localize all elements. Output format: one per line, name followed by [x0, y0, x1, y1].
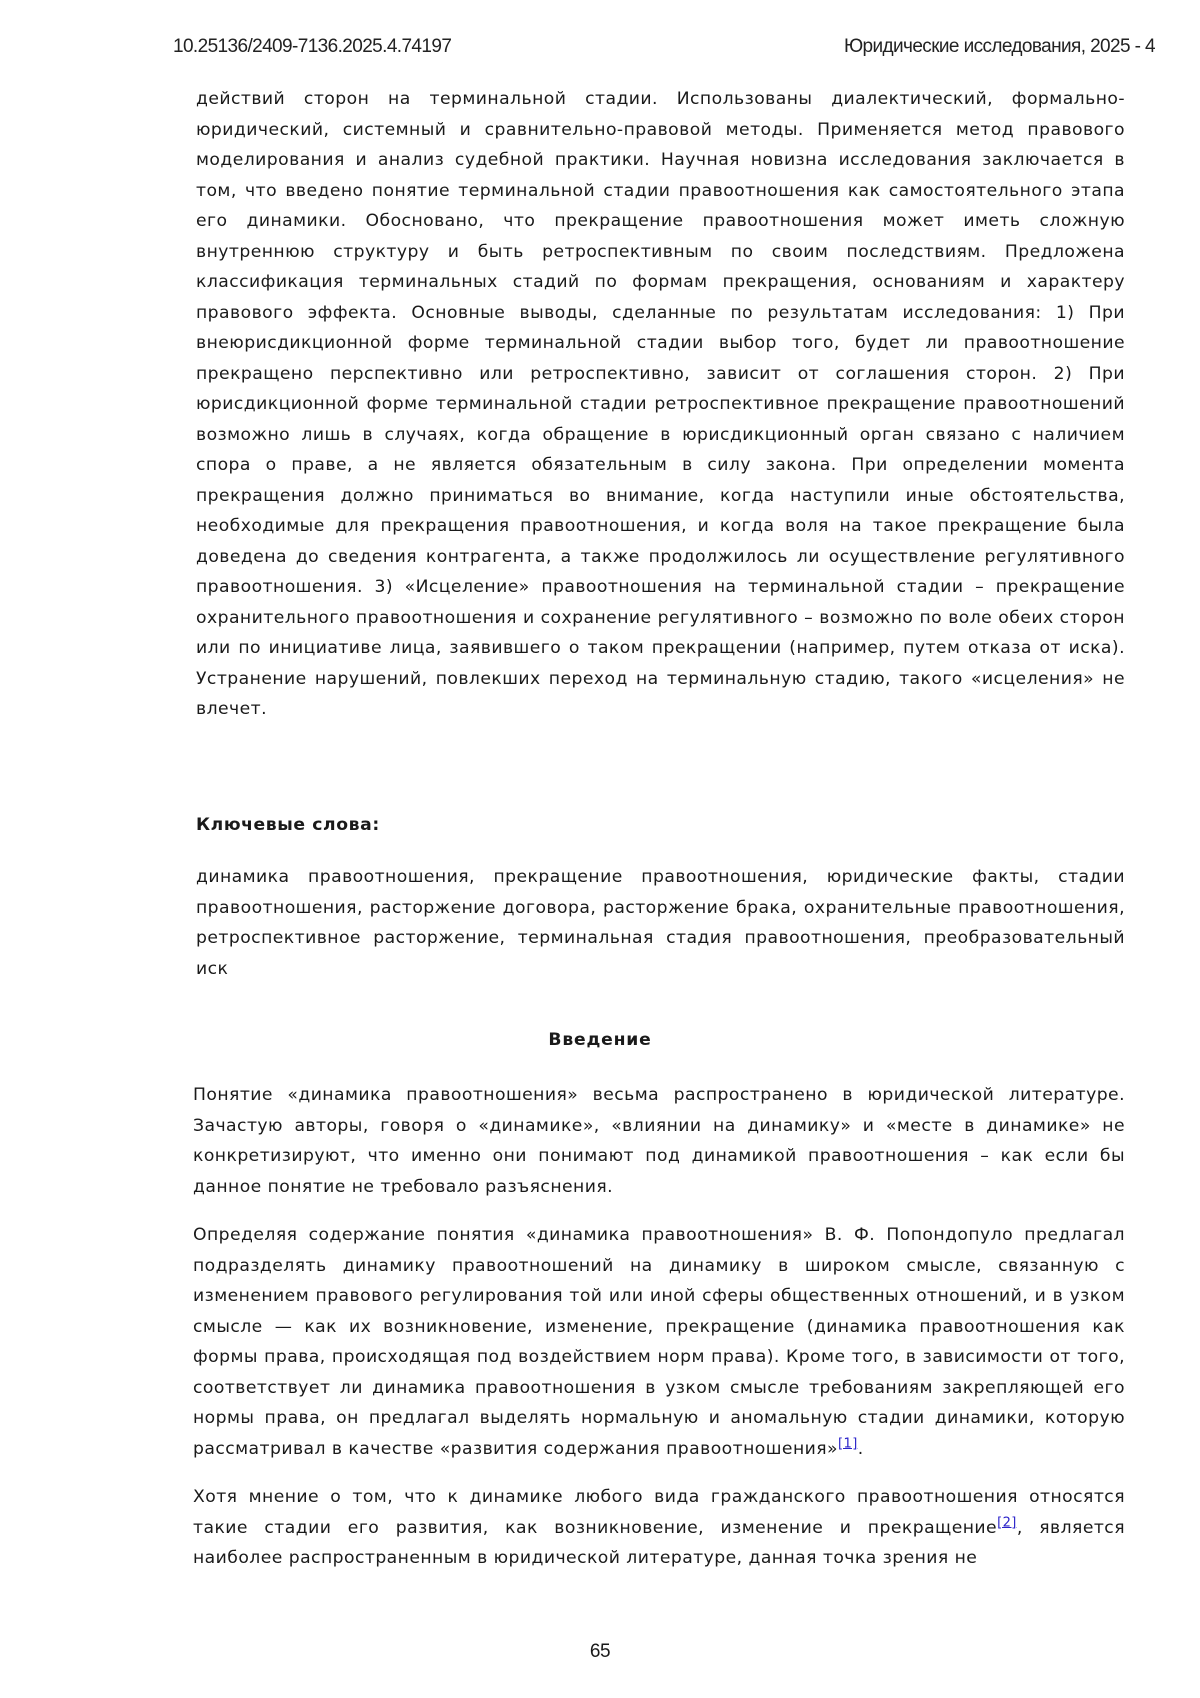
intro-paragraph-3-end: , является наиболее распространенным в юридической литературе, данная точка зрения не	[193, 1517, 1125, 1568]
intro-paragraph-3-text: Хотя мнение о том, что к динамике любого вида гражданского правоотношения относятся такие стадии его развития, как возникновение, изменение и прекращение	[193, 1487, 1125, 1538]
keywords-section	[196, 862, 1125, 984]
page-number: 65	[589, 1641, 611, 1662]
keywords-title: Ключевые слова:	[196, 815, 380, 835]
footnote-link-1[interactable]: [1]	[838, 1435, 858, 1451]
introduction-title: Введение	[548, 1030, 652, 1050]
intro-paragraph-2	[193, 1220, 1125, 1464]
doi-header: 10.25136/2409-7136.2025.4.74197	[173, 36, 452, 57]
intro-paragraph-3	[193, 1482, 1125, 1574]
keywords-text: динамика правоотношения, прекращение правоотношения, юридические факты, стадии правоотношения, расторжение договора, расторжение брака, охранительные правоотношения, ретроспективное расторжение, терминальная стадия правоотношения, преобразовательный иск	[196, 867, 1125, 979]
journal-header: Юридические исследования, 2025 - 4	[843, 36, 1155, 57]
footnote-link-2[interactable]: [2]	[997, 1514, 1017, 1530]
intro-paragraph-1: Понятие «динамика правоотношения» весьма распространено в юридической литературе. Зачастую авторы, говоря о «динамике», «влиянии на динамику» и «месте в динамике» не конкретизируют, что именно они понимают под динамикой правоотношения – как если бы данное понятие не требовало разъяснения.	[193, 1085, 1125, 1197]
abstract-text: действий сторон на терминальной стадии. Использованы диалектический, формально-юридический, системный и сравнительно-правовой методы. Применяется метод правового моделирования и анализ судебной практики. Научная новизна исследования заключается в том, что введено понятие терминальной стадии правоотношения как самостоятельного этапа его динамики. Обосновано, что прекращение правоотношения может иметь сложную внутреннюю структуру и быть ретроспективным по своим последствиям. Предложена классификация терминальных стадий по формам прекращения, основаниям и характеру правового эффекта. Основные выводы, сделанные по результатам исследования: 1) При внеюрисдикционной форме терминальной стадии выбор того, будет ли правоотношение прекращено перспективно или ретроспективно, зависит от соглашения сторон. 2) При юрисдикционной форме терминальной стадии ретроспективное прекращение правоотношений возможно лишь в случаях, когда обращение в юрисдикционный орган связано с наличием спора о праве, а не является обязательным в силу закона. При определении момента прекращения должно приниматься во внимание, когда наступили иные обстоятельства, необходимые для прекращения правоотношения, и когда воля на такое прекращение была доведена до сведения контрагента, а также продолжилось ли осуществление регулятивного правоотношения. 3) «Исцеление» правоотношения на терминальной стадии – прекращение охранительного правоотношения и сохранение регулятивного – возможно по воле обеих сторон или по инициативе лица, заявившего о таком прекращении (например, путем отказа от иска). Устранение нарушений, повлекших переход на терминальную стадию, такого «исцеления» не влечет.	[196, 89, 1125, 719]
introduction-section	[193, 1080, 1125, 1592]
intro-paragraph-2-end: .	[857, 1438, 864, 1459]
intro-paragraph-2-text: Определяя содержание понятия «динамика правоотношения» В. Ф. Попондопуло предлагал подразделять динамику правоотношений на динамику в широком смысле, связанную с изменением правового регулирования той или иной сферы общественных отношений, и в узком смысле — как их возникновение, изменение, прекращение (динамика правоотношения как формы права, происходящая под воздействием норм права). Кроме того, в зависимости от того, соответствует ли динамика правоотношения в узком смысле требованиям закрепляющей его нормы права, он предлагал выделять нормальную и аномальную стадии динамики, которую рассматривал в качестве «развития содержания правоотношения»	[193, 1225, 1125, 1459]
abstract-section	[196, 84, 1125, 725]
